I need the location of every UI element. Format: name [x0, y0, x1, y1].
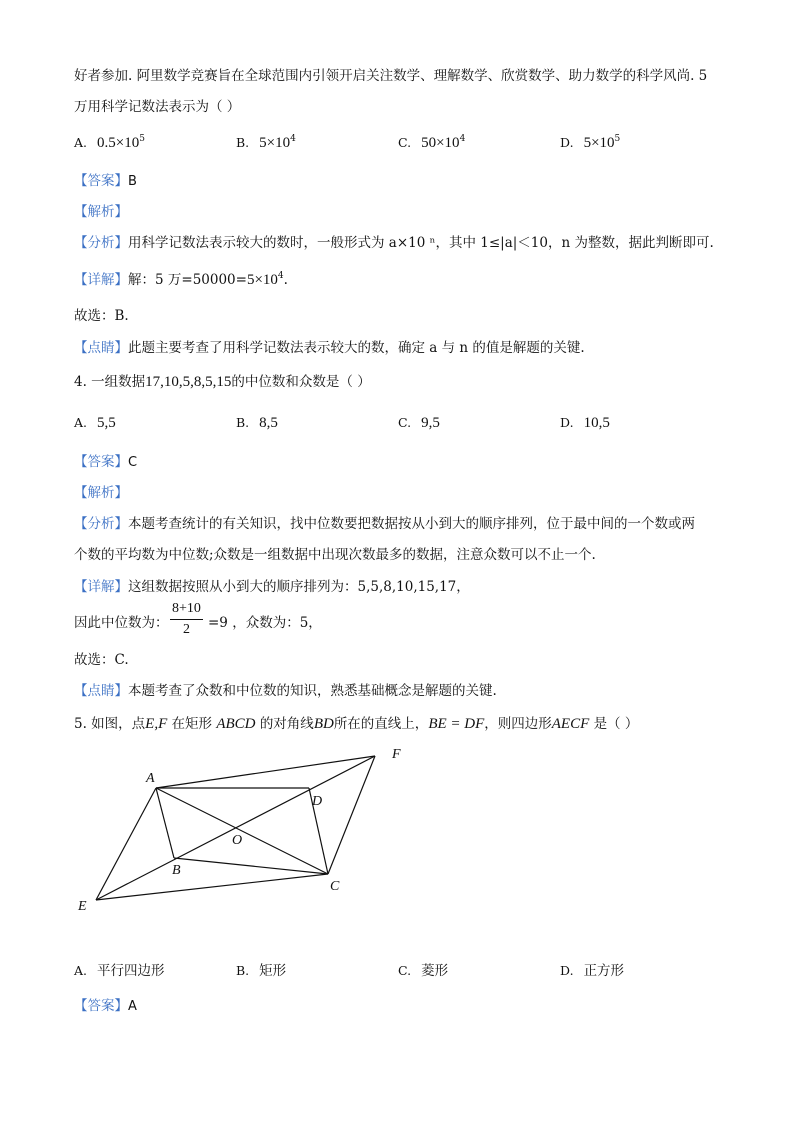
answer-value: A: [128, 999, 137, 1014]
q4-answer: [74, 452, 137, 473]
q4-detail: [74, 577, 470, 597]
q4-median-prefix: 因此中位数为：: [74, 615, 169, 631]
analysis-tag: 【解析】: [74, 485, 128, 501]
q4-stem-b: 的中位数和众数是（ ）: [231, 374, 371, 390]
q4-median-suffix: =9 ，众数为：5，: [208, 615, 322, 631]
segment-ae: [96, 788, 156, 900]
q5-answer: [74, 996, 137, 1017]
option-value: 平行四边形: [97, 963, 165, 979]
q4-analysis-tag: [74, 483, 128, 503]
q3-option-d: [560, 133, 620, 153]
option-value: 50×10: [421, 135, 460, 151]
detail-text: 这组数据按照从小到大的顺序排列为：5,5,8,10,15,17，: [128, 579, 470, 595]
option-label: C.: [398, 135, 412, 150]
q5-diag-bd: BD: [313, 716, 334, 732]
q5-stem-c: 的对角线: [259, 716, 314, 732]
q3-option-c: [398, 133, 465, 153]
segment-cf: [328, 756, 375, 874]
segment-fa: [156, 756, 375, 788]
answer-value: B: [128, 174, 137, 189]
option-label: C.: [398, 963, 412, 978]
option-label: B.: [236, 415, 250, 430]
fenxi-text: 用科学记数法表示较大的数时，一般形式为 a×10 ⁿ，其中 1≤|a|＜10，n 为整数，据此判断即可.: [128, 235, 714, 251]
option-exponent: 4: [290, 134, 296, 144]
fraction-numerator: 8+10: [170, 601, 203, 620]
q4-option-c: [398, 413, 440, 433]
q4-stem-data: 17,10,5,8,5,15: [145, 374, 232, 390]
q3-answer: [74, 171, 137, 192]
segment-ba: [156, 788, 174, 858]
q4-fenxi-1: [74, 514, 695, 534]
option-value: 5,5: [97, 415, 116, 431]
q5-stem: [74, 714, 638, 734]
q4-option-d: [560, 413, 610, 433]
option-exponent: 5: [614, 134, 621, 144]
option-label: D.: [560, 963, 574, 978]
option-label: A.: [74, 135, 88, 150]
detail-text: 解：5 万=50000=: [128, 272, 247, 288]
option-label: A.: [74, 963, 88, 978]
option-label: D.: [560, 135, 574, 150]
detail-end: .: [283, 272, 288, 288]
intro-line-1: 好者参加. 阿里数学竞赛旨在全球范围内引领开启关注数学、理解数学、欣赏数学、助力数学的科学风尚. 5: [74, 68, 708, 84]
detail-tag: 【详解】: [74, 272, 128, 288]
intro-line-2: 万用科学记数法表示为（ ）: [74, 99, 241, 115]
q3-analysis-tag: [74, 202, 128, 222]
option-label: B.: [236, 963, 250, 978]
detail-exponent: 4: [277, 271, 284, 281]
option-value: 矩形: [259, 963, 287, 979]
answer-tag: 【答案】: [74, 454, 128, 470]
option-value: 5×10: [583, 135, 615, 151]
option-label: B.: [236, 135, 250, 150]
fenxi-tag: 【分析】: [74, 235, 128, 251]
q3-choose: 故选：B.: [74, 308, 129, 324]
q3-detail: [74, 270, 288, 290]
q5-option-d: [560, 961, 624, 981]
q5-equation: BE = DF: [428, 716, 485, 732]
q4-median-fraction: [170, 601, 203, 638]
comment-tag: 【点睛】: [74, 340, 128, 356]
comment-text: 本题考查了众数和中位数的知识，熟悉基础概念是解题的关键.: [128, 683, 497, 699]
label-b: B: [172, 863, 181, 878]
fenxi-text: 本题考查统计的有关知识，找中位数要把数据按从小到大的顺序排列，位于最中间的一个数或两: [128, 516, 695, 532]
diagonal-ac: [156, 788, 328, 874]
fraction-denominator: 2: [182, 622, 190, 637]
label-f: F: [392, 747, 401, 762]
q5-stem-f: 是（ ）: [593, 716, 639, 732]
q3-fenxi: [74, 233, 714, 253]
q5-points-ef: E,F: [145, 716, 168, 732]
detail-tag: 【详解】: [74, 579, 128, 595]
q5-option-a: [74, 961, 165, 981]
q4-fenxi-2: 个数的平均数为中位数;众数是一组数据中出现次数最多的数据，注意众数可以不止一个.: [74, 547, 596, 563]
fenxi-tag: 【分析】: [74, 516, 128, 532]
label-d: D: [312, 794, 323, 809]
comment-text: 此题主要考查了用科学记数法表示较大的数，确定 a 与 n 的值是解题的关键.: [128, 340, 585, 356]
q4-comment: [74, 681, 497, 701]
q4-stem: [74, 372, 371, 392]
geometry-figure: [70, 742, 410, 922]
q5-quad-aecf: AECF: [551, 716, 590, 732]
option-value: 0.5×10: [97, 135, 140, 151]
q5-stem-e: ，则四边形: [484, 716, 552, 732]
answer-value: C: [128, 455, 138, 470]
q4-option-b: [236, 413, 278, 433]
q4-choose: 故选：C.: [74, 652, 129, 668]
label-e: E: [78, 899, 87, 914]
comment-tag: 【点睛】: [74, 683, 128, 699]
q5-option-c: [398, 961, 448, 981]
q3-option-b: [236, 133, 296, 153]
label-c: C: [330, 879, 340, 894]
q5-option-b: [236, 961, 286, 981]
label-a: A: [146, 771, 155, 786]
option-value: 正方形: [583, 963, 625, 979]
q5-stem-b: 在矩形: [171, 716, 213, 732]
option-exponent: 4: [459, 134, 466, 144]
option-value: 9,5: [421, 415, 440, 431]
option-exponent: 5: [139, 134, 145, 144]
option-value: 5×10: [259, 135, 291, 151]
segment-cb: [174, 858, 328, 874]
answer-tag: 【答案】: [74, 173, 128, 189]
analysis-tag: 【解析】: [74, 204, 128, 220]
option-label: D.: [560, 415, 574, 430]
q5-rect-abcd: ABCD: [216, 716, 256, 732]
q5-stem-d: 所在的直线上，: [333, 716, 429, 732]
option-label: C.: [398, 415, 412, 430]
q3-option-a: [74, 133, 145, 153]
q4-option-a: [74, 413, 116, 433]
option-label: A.: [74, 415, 88, 430]
segment-ec: [96, 874, 328, 900]
option-value: 菱形: [421, 963, 449, 979]
q4-stem-a: 4. 一组数据: [74, 374, 146, 390]
q5-stem-a: 5. 如图，点: [74, 716, 146, 732]
detail-coef: 5×10: [246, 272, 278, 288]
label-o: O: [232, 833, 243, 848]
option-value: 8,5: [259, 415, 278, 431]
answer-tag: 【答案】: [74, 998, 128, 1014]
option-value: 10,5: [583, 415, 610, 431]
q3-comment: [74, 338, 585, 358]
